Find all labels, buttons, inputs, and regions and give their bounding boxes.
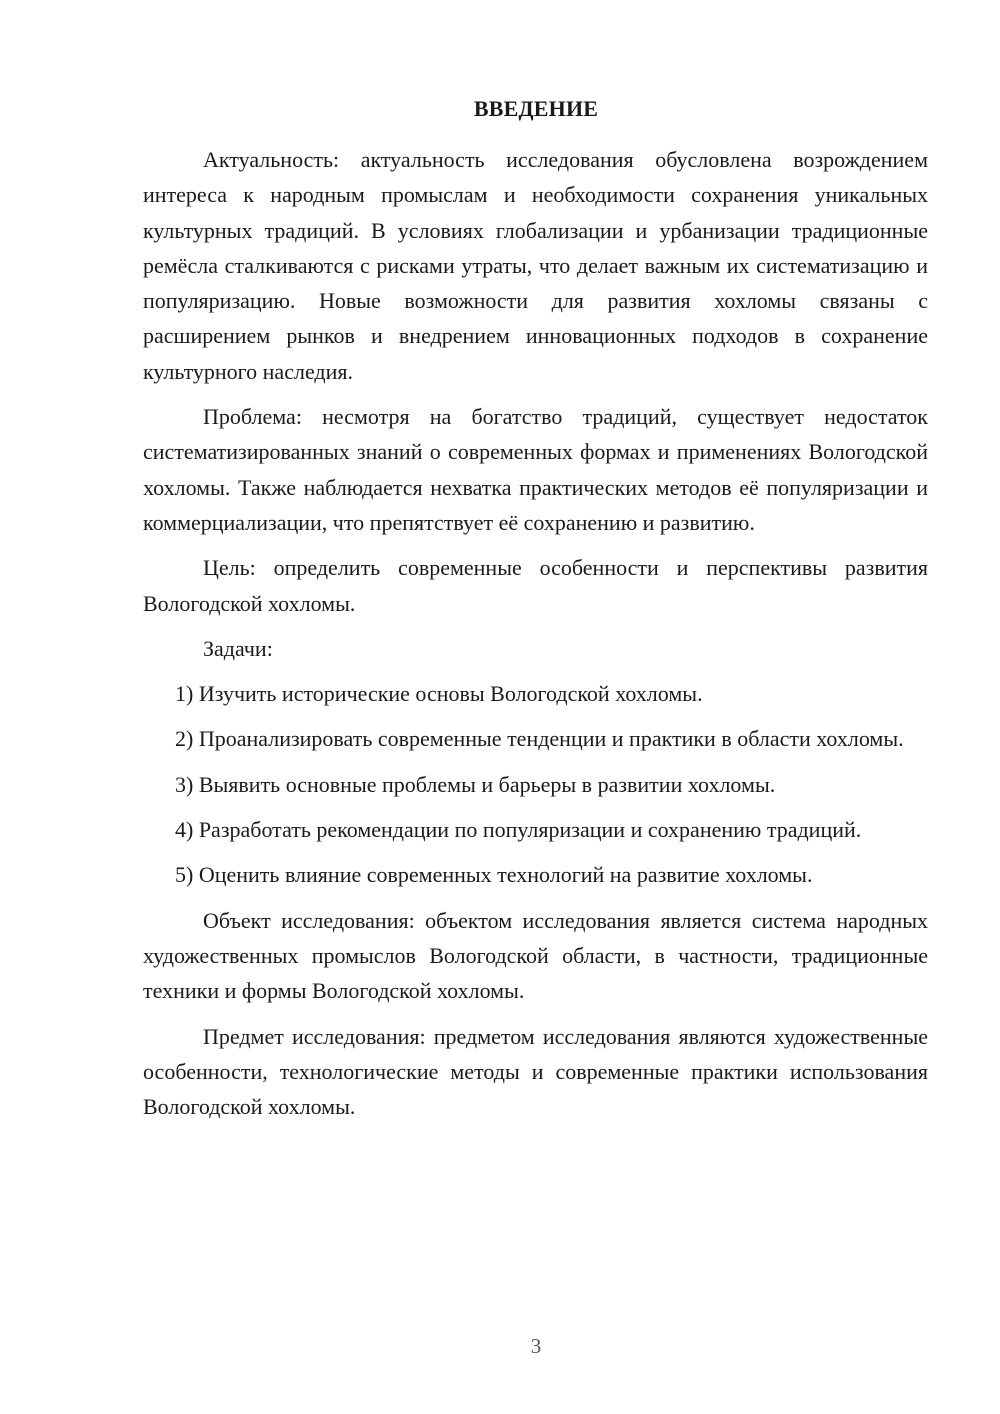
task-item: 5) Оценить влияние современных технологий на развитие хохломы.: [175, 862, 813, 888]
page-number: 3: [530, 1334, 542, 1358]
task-item: 3) Выявить основные проблемы и барьеры в развитии хохломы.: [175, 771, 776, 797]
problem-paragraph: Проблема: несмотря на богатство традиций, существует недостаток систематизированных знаний о современных формах и применениях Вологодской хохломы. Также наблюдается нехватка практических методов её популяризации и коммерциализации, что препятствует её сохранению и развитию.: [143, 404, 928, 535]
tasks-label: Задачи:: [203, 635, 273, 661]
section-title: ВВЕДЕНИЕ: [473, 96, 599, 121]
goal-paragraph: Цель: определить современные особенности и перспективы развития Вологодской хохломы.: [143, 555, 928, 616]
object-paragraph: Объект исследования: объектом исследования является система народных художественных промыслов Вологодской области, в частности, традиционные техники и формы Вологодской хохломы.: [143, 907, 928, 1004]
relevance-paragraph: Актуальность: актуальность исследования обусловлена возрождением интереса к народным промыслам и необходимости сохранения уникальных культурных традиций. В условиях глобализации и урбанизации традиционные ремёсла сталкиваются с рисками утраты, что делает важным их систематизацию и популяризацию. Новые возможности для развития хохломы связаны с расширением рынков и внедрением инновационных подходов в сохранение культурного наследия.: [143, 147, 928, 384]
task-item: 1) Изучить исторические основы Вологодской хохломы.: [175, 681, 703, 707]
subject-paragraph: Предмет исследования: предметом исследования являются художественные особенности, технологические методы и современные практики использования Вологодской хохломы.: [143, 1023, 928, 1120]
task-item: 2) Проанализировать современные тенденции и практики в области хохломы.: [175, 726, 904, 752]
task-item: 4) Разработать рекомендации по популяризации и сохранению традиций.: [175, 817, 862, 843]
body-text: [143, 142, 928, 1134]
